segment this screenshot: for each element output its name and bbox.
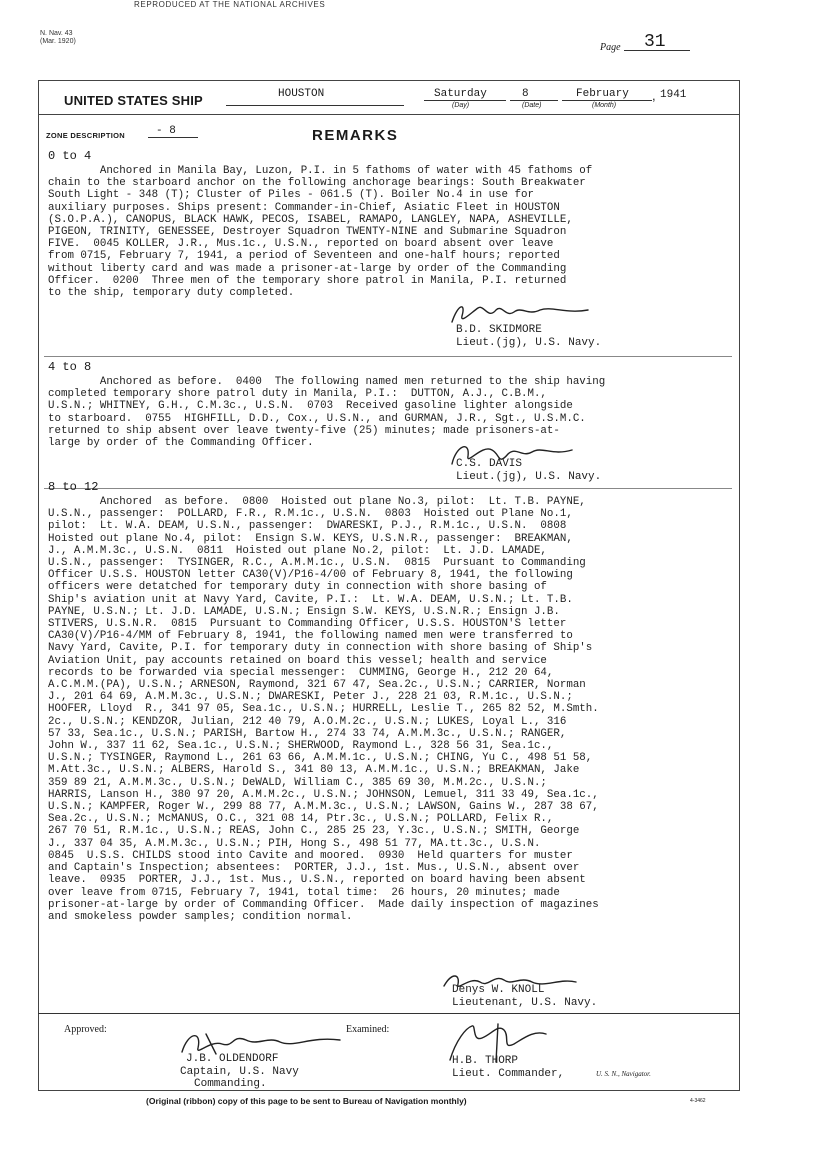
zone-line xyxy=(148,137,198,138)
sign-rank-8-12: Lieutenant, U.S. Navy. xyxy=(452,997,598,1009)
ship-label: UNITED STATES SHIP xyxy=(64,93,203,108)
page-label: Page xyxy=(600,42,621,53)
archive-stamp: REPRODUCED AT THE NATIONAL ARCHIVES xyxy=(134,0,326,9)
ship-name: HOUSTON xyxy=(278,88,325,100)
watch-text-4-8: Anchored as before. 0400 The following named men returned to the ship having completed temporary shore patrol duty in Manila, P.I.: DUTTON, A.J., C.B.M., U.S.N.; WHITNEY, G.H., C.M.3c., U.S.N. 0703 Received gasoline lighter alongside to starboard. 0755 HIGHFILL, D.D., Cox., U.S.N., and GURMAN, J.R., Sgt., U.S.M.C. returned to ship absent over leave twenty-five (25) minutes; made prisoners-at- large by order of the Commanding Officer. xyxy=(48,376,606,450)
approver-rank-2: Commanding. xyxy=(194,1078,267,1090)
day-caption: (Day) xyxy=(452,102,470,109)
day-name: Saturday xyxy=(434,88,487,100)
remarks-title: REMARKS xyxy=(312,127,399,144)
approved-label: Approved: xyxy=(64,1024,107,1035)
sign-name-8-12: Denys W. KNOLL xyxy=(452,984,545,996)
date-number: 8 xyxy=(522,88,529,100)
day-line xyxy=(424,100,506,101)
month-caption: (Month) xyxy=(592,102,617,109)
watch-divider-2 xyxy=(44,488,732,489)
watch-divider-1 xyxy=(44,356,732,357)
year-comma: , xyxy=(652,88,656,103)
examiner-name: H.B. THORP xyxy=(452,1055,519,1067)
zone-label: ZONE DESCRIPTION xyxy=(46,131,125,140)
watch-period-8-12: 8 to 12 xyxy=(48,480,99,494)
form-date: (Mar. 1920) xyxy=(40,38,76,45)
watch-period-4-8: 4 to 8 xyxy=(48,360,92,374)
approver-name: J.B. OLDENDORF xyxy=(186,1053,279,1065)
month: February xyxy=(576,88,629,100)
examined-label: Examined: xyxy=(346,1024,390,1035)
watch-period-0-4: 0 to 4 xyxy=(48,149,92,163)
page-number: 31 xyxy=(644,32,666,52)
month-line xyxy=(562,100,652,101)
sign-name-0-4: B.D. SKIDMORE xyxy=(456,324,542,336)
ship-name-line xyxy=(226,105,404,106)
date-line xyxy=(510,100,558,101)
watch-text-8-12: Anchored as before. 0800 Hoisted out plane No.3, pilot: Lt. T.B. PAYNE, U.S.N., passenger: POLLARD, F.R., R.M.1c., U.S.N. 0803 Hoisted out Plane No.1, pilot: Lt. W.A. DEAM, U.S.N., passenger: DWARESKI, P.J., R.M.1c., U.S.N. 0808 Hoisted out plane No.4, pilot: Ensign S.W. KEYS, U.S.N.R., passenger: BREAKMAN, J., A.M.M.3c., U.S.N. 0811 Hoisted out plane No.2, pilot: Lt. J.D. LAMADE, U.S.N., passenger: TYSINGER, R.C., A.M.M.1c., U.S.N. 0815 Pursuant to Commanding Officer U.S.S. HOUSTON letter CA30(V)/P16-4/00 of February 8, 1941, the following officers were detatched for temporary duty in connection with shore basing of Ship's aviation unit at Navy Yard, Cavite, P.I.: Lt. W.A. DEAM, U.S.N.; Lt. T.B. PAYNE, U.S.N.; Lt. J.D. LAMADE, U.S.N.; Ensign S.W. KEYS, U.S.N.R.; Ensign J.B. STIVERS, U.S.N.R. 0815 Pursuant to Commanding Officer, U.S.S. HOUSTON'S letter CA30(V)/P16-4/MM of February 8, 1941, the following named men were transferred to Navy Yard, Cavite, P.I. for temporary duty in connection with shore basing of Ship's Aviation Unit, pay accounts retained on board this vessel; health and service records to be forwarded via special messenger: CUMMING, George H., 212 20 64, A.C.M.M.(PA), U.S.N.; ARNESON, Raymond, 321 67 47, Sea.2c., U.S.N.; CARRIER, Norman J., 201 64 69, A.M.M.3c., U.S.N.; DWARESKI, Peter J., 228 21 03, R.M.1c., U.S.N.; HOOFER, Lloyd R., 341 97 05, Sea.1c., U.S.N.; HURRELL, Leslie T., 265 82 52, M.Smth. 2c., U.S.N.; KENDZOR, Julian, 212 40 79, A.O.M.2c., U.S.N.; LUKES, Loyal L., 316 57 33, Sea.1c., U.S.N.; PARISH, Bartow H., 274 33 74, A.M.M.3c., U.S.N.; RANGER, John W., 337 11 62, Sea.1c., U.S.N.; SHERWOOD, Raymond L., 328 56 31, Sea.1c., U.S.N.; TYSINGER, Raymond L., 261 63 66, A.M.M.1c., U.S.N.; CHING, Yu C., 498 51 58, M.Att.3c., U.S.N.; ALBERS, Harold S., 341 80 13, A.M.M.1c., U.S.N.; BREAKMAN, Jake 359 89 21, A.M.M.3c., U.S.N.; DeWALD, William C., 385 69 30, M.M.2c., U.S.N.; HARRIS, Lanson H., 380 97 20, A.M.M.2c., U.S.N.; JOHNSON, Lemuel, 311 33 49, Sea.1c., U.S.N.; KAMPFER, Roger W., 299 88 77, A.M.M.3c., U.S.N.; LAWSON, Gains W., 287 38 67, Sea.2c., U.S.N.; McMANUS, O.C., 321 08 14, Ptr.3c., U.S.N.; POLLARD, Felix R., 267 70 51, R.M.1c., U.S.N.; REAS, John C., 285 25 23, Y.3c., U.S.N.; SMITH, George J., 337 04 35, A.M.M.3c., U.S.N.; PIH, Hong S., 498 51 77, MA.tt.3c., U.S.N. 0845 U.S.S. CHILDS stood into Cavite and moored. 0930 Held quarters for muster and Captain's Inspection; absentees: PORTER, J.J., 1st. Mus., U.S.N., absent over leave. 0935 PORTER, J.J., 1st. Mus., U.S.N., reported on board having been absent over leave from 0715, February 7, 1941, total time: 26 hours, 20 minutes; made prisoner-at-large by order of Commanding Officer. Made daily inspection of magazines and smokeless powder samples; condition normal. xyxy=(48,496,599,923)
bottom-note: (Original (ribbon) copy of this page to be sent to Bureau of Navigation monthly) xyxy=(146,1096,467,1106)
form-code: 4-3462 xyxy=(690,1098,706,1104)
zone-value: - 8 xyxy=(156,125,176,137)
year: 1941 xyxy=(660,89,687,101)
watch-text-0-4: Anchored in Manila Bay, Luzon, P.I. in 5 fathoms of water with 45 fathoms of chain to the starboard anchor on the following anchorage bearings: South Breakwater South Light - 348 (T); Cluster of Piles - 061.5 (T). Boiler No.4 in use for auxiliary purposes. Ships present: Commander-in-Chief, Asiatic Fleet in HOUSTON (S.O.P.A.), CANOPUS, BLACK HAWK, PECOS, ISABEL, RAMAPO, LANGLEY, NAPA, ASHEVILLE, PIGEON, TRINITY, GENESSEE, Destroyer Squadron TWENTY-NINE and Submarine Squadron FIVE. 0045 KOLLER, J.R., Mus.1c., U.S.N., reported on board absent over leave from 0715, February 7, 1941, a period of Seventeen and one-half hours; reported without liberty card and was made a prisoner-at-large by order of the Commanding Officer. 0200 Three men of the temporary shore patrol in Manila, P.I. returned to the ship, temporary duty completed. xyxy=(48,165,593,300)
navigator-caption: U. S. N., Navigator. xyxy=(596,1070,651,1078)
sign-name-4-8: C.S. DAVIS xyxy=(456,458,523,470)
approver-rank-1: Captain, U.S. Navy xyxy=(180,1066,299,1078)
date-caption: (Date) xyxy=(522,102,542,109)
sign-rank-0-4: Lieut.(jg), U.S. Navy. xyxy=(456,337,602,349)
examiner-rank: Lieut. Commander, xyxy=(452,1068,565,1080)
sign-rank-4-8: Lieut.(jg), U.S. Navy. xyxy=(456,471,602,483)
form-number: N. Nav. 43 xyxy=(40,30,73,37)
